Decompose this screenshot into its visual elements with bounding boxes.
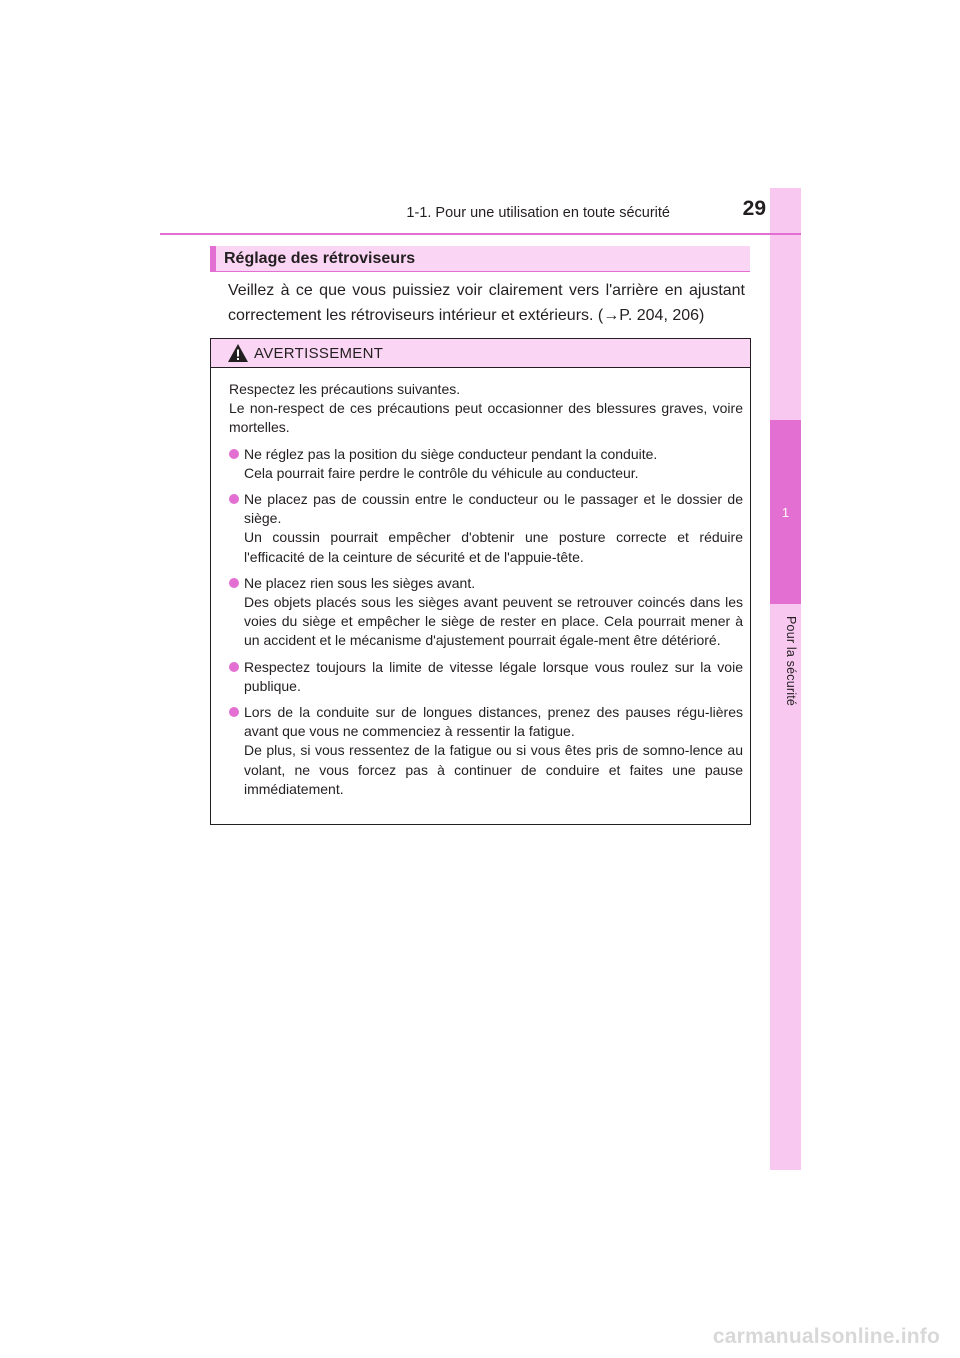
warning-bullet xyxy=(229,703,743,799)
warning-triangle-icon xyxy=(227,343,249,363)
warning-intro-line: Le non-respect de ces précautions peut occasionner des blessures graves, voire mortelles. xyxy=(229,400,743,436)
page-number: 29 xyxy=(742,197,766,220)
warning-bullet xyxy=(229,658,743,696)
warning-title: AVERTISSEMENT xyxy=(254,344,384,362)
warning-bullet xyxy=(229,445,743,483)
running-header-section: 1-1. Pour une utilisation en toute sécurité xyxy=(406,205,670,221)
chapter-label: Pour la sécurité xyxy=(784,616,798,707)
warning-header xyxy=(211,339,750,368)
bullet-line: Des objets placés sous les sièges avant peuvent se retrouver coincés dans les voies du siège et empêcher le siège de rester en place. Cela pourrait mener à un accident et le mécanisme d'ajustement pourrait égale-ment être détérioré. xyxy=(244,594,743,649)
warning-body xyxy=(211,368,750,799)
bullet-line: Respectez toujours la limite de vitesse légale lorsque vous roulez sur la voie publique. xyxy=(244,658,743,694)
bullet-line: De plus, si vous ressentez de la fatigue ou si vous êtes pris de somno-lence au volant, ne vous forcez pas à continuer de conduire et faites une pause immédiatement. xyxy=(244,742,743,797)
bullet-dot-icon xyxy=(229,578,242,589)
warning-intro-line: Respectez les précautions suivantes. xyxy=(229,381,461,397)
warning-bullet xyxy=(229,574,743,651)
bullet-dot-icon xyxy=(229,707,242,718)
bullet-line: Lors de la conduite sur de longues distances, prenez des pauses régu-lières avant que vous ne commenciez à ressentir la fatigue. xyxy=(244,704,743,740)
bullet-dot-icon xyxy=(229,449,242,460)
section-heading: Réglage des rétroviseurs xyxy=(210,246,750,272)
warning-bullet xyxy=(229,490,743,567)
header-rule xyxy=(160,233,801,235)
bullet-dot-icon xyxy=(229,662,242,673)
bullet-line: Ne réglez pas la position du siège conducteur pendant la conduite. xyxy=(244,445,658,462)
bullet-dot-icon xyxy=(229,494,242,505)
bullet-line: Cela pourrait faire perdre le contrôle du véhicule au conducteur. xyxy=(244,464,639,481)
chapter-side-tab xyxy=(770,188,801,1170)
watermark-brand[interactable]: carmanualsonline.info xyxy=(712,1325,940,1348)
warning-box xyxy=(210,338,751,825)
bullet-line: Un coussin pourrait empêcher d'obtenir une posture correcte et réduire l'efficacité de la ceinture de sécurité et de l'appuie-tête. xyxy=(244,529,743,565)
bullet-line: Ne placez rien sous les sièges avant. xyxy=(244,574,476,591)
chapter-number: 1 xyxy=(770,420,801,604)
bullet-line: Ne placez pas de coussin entre le conducteur ou le passager et le dossier de siège. xyxy=(244,491,743,527)
section-intro: Veillez à ce que vous puissiez voir clairement vers l'arrière en ajustant correctement les rétroviseurs intérieur et extérieurs. (→P. 204, 206) xyxy=(228,282,745,324)
